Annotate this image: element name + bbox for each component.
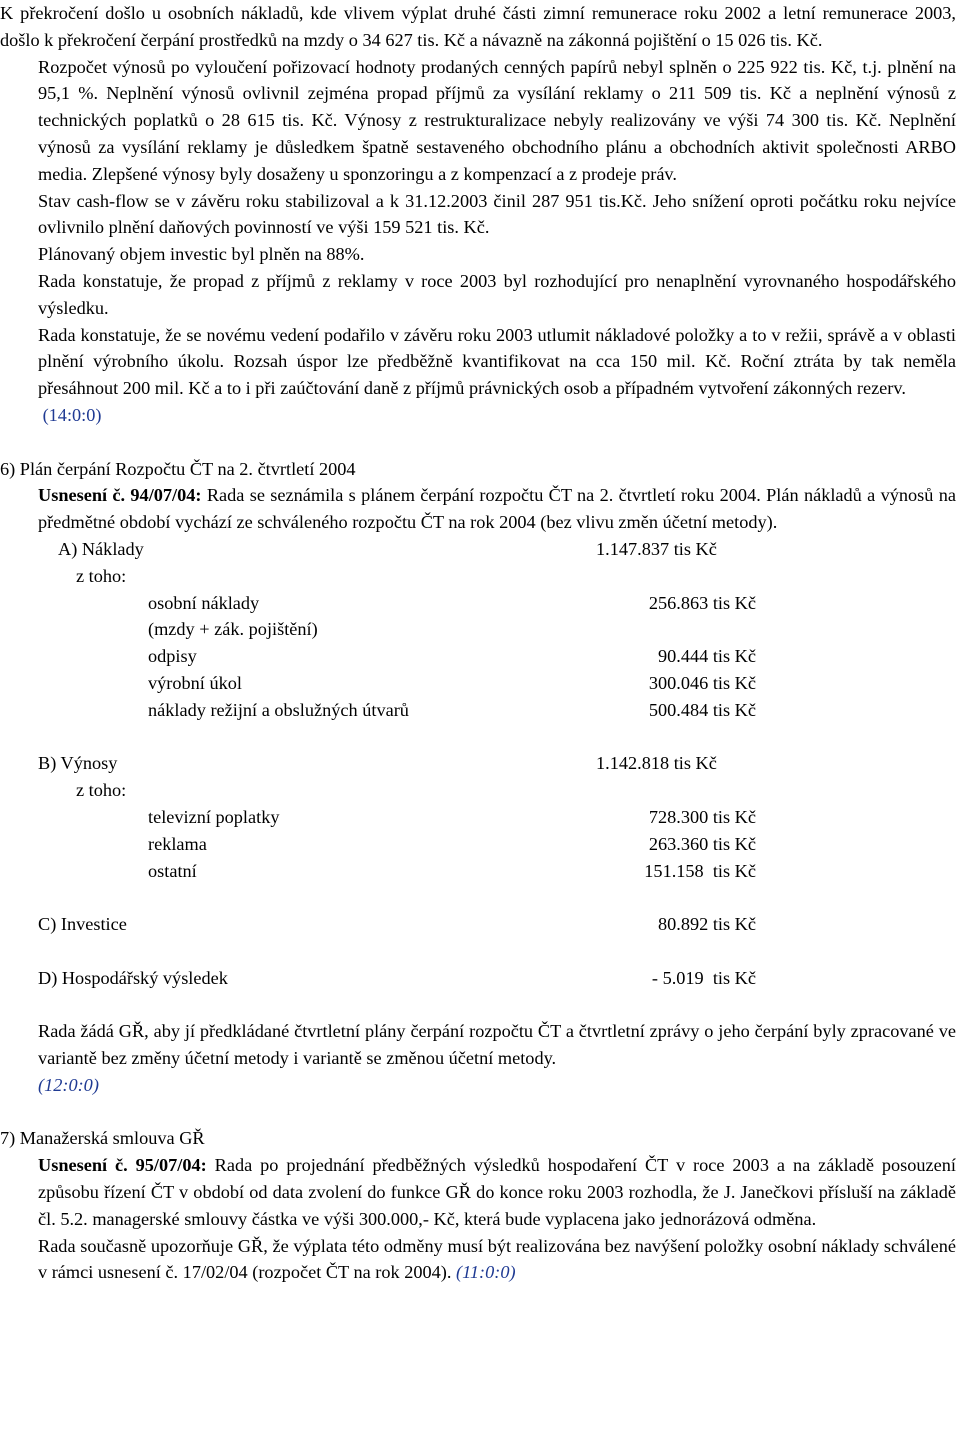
item-label: osobní náklady: [148, 592, 260, 613]
ztoho-label: z toho:: [76, 565, 127, 586]
item-value: 151.158 tis Kč: [644, 860, 756, 881]
item-value: 256.863 tis Kč: [648, 592, 756, 613]
section-6-resolution: [38, 482, 956, 536]
vote-result: (14:0:0): [42, 404, 102, 425]
resolution-text: Rada po projednání předběžných výsledků hospodaření ČT v roce 2003 a na základě posouzení způsobu řízení ČT v období od data zvolení do funkce GŘ do konce roku 2003 rozhodla, že J. Janečkovi přísluší na základě čl. 5.2. managerské smlouvy částka ve výši 300.000,- Kč, která bude vyplacena jako jednorázová odměna.: [38, 1155, 956, 1229]
budget-row-item: [38, 616, 956, 643]
intro-paragraph-2c: Neplnění výnosů za vysílání reklamy je důsledkem špatně sestaveného obchodního plánu a obchodních aktivit společnosti ARBO media. Zlepšené výnosy byly dosaženy u sponzoringu a z kompenzací a z prodeje práv.: [38, 110, 956, 184]
budget-row-item: [38, 590, 956, 617]
vysledek-value: - 5.019 tis Kč: [651, 967, 756, 988]
naklady-label: A) Náklady: [58, 538, 144, 559]
ztoho-label: z toho:: [76, 780, 127, 801]
budget-row-item: [38, 670, 956, 697]
intro-paragraph-3: Stav cash-flow se v závěru roku stabilizoval a k 31.12.2003 činil 287 951 tis.Kč. Jeho snížení oproti počátku roku nejvíce ovlivnilo plnění daňových povinností ve výši 159 521 tis. Kč.: [38, 190, 956, 238]
naklady-value: 1.147.837 tis Kč: [596, 538, 717, 559]
item-value: 500.484 tis Kč: [648, 699, 756, 720]
spacer: [38, 724, 956, 751]
intro-vote: [0, 402, 956, 429]
vysledek-label: D) Hospodářský výsledek: [38, 967, 228, 988]
item-label: náklady režijní a obslužných útvarů: [148, 699, 409, 720]
closing-text: Rada současně upozorňuje GŘ, že výplata této odměny musí být realizována bez navýšení položky osobní náklady schválené v rámci usnesení č. 17/02/04 (rozpočet ČT na rok 2004).: [38, 1235, 956, 1283]
budget-row-item: [38, 697, 956, 724]
item-label: výrobní úkol: [148, 672, 242, 693]
investice-value: 80.892 tis Kč: [657, 914, 756, 935]
intro-paragraph-1: K překročení došlo u osobních nákladů, kde vlivem výplat druhé části zimní remunerace roku 2002 a letní remunerace 2003, došlo k překročení čerpání prostředků na mzdy o 34 627 tis. Kč a návazně na zákonná pojištění o 15 026 tis. Kč.: [0, 3, 956, 50]
resolution-text: Rada se seznámila s plánem čerpání rozpočtu ČT na 2. čtvrtletí roku 2004. Plán nákladů a výnosů na předmětné období vychází ze schváleného rozpočtu ČT na rok 2004 (bez vlivu změn účetní metody).: [38, 485, 956, 533]
item-label: televizní poplatky: [148, 806, 280, 827]
intro-paragraph-4: Plánovaný objem investic byl plněn na 88%.: [38, 244, 365, 265]
budget-row-item: [38, 831, 956, 858]
budget-row-naklady: [38, 536, 956, 563]
closing-text: Rada žádá GŘ, aby jí předkládané čtvrtletní plány čerpání rozpočtu ČT a čtvrtletní zprávy o jeho čerpání byly zpracované ve variantě bez změny účetní metody i variantě se změnou účetní metody.: [38, 1021, 956, 1069]
item-label: odpisy: [148, 646, 197, 667]
spacer: [38, 1099, 956, 1126]
intro-block: [0, 0, 956, 429]
budget-row-item: [38, 858, 956, 885]
spacer: [38, 991, 956, 1018]
intro-paragraph-5: Rada konstatuje, že propad z příjmů z reklamy v roce 2003 byl rozhodující pro nenaplnění vyrovnaného hospodářského výsledku.: [38, 270, 956, 318]
budget-table: [38, 536, 956, 992]
resolution-label: Usnesení č. 95/07/04:: [38, 1155, 207, 1176]
item-value: 263.360 tis Kč: [648, 833, 756, 854]
spacer: [38, 429, 956, 456]
section-7-title: 7) Manažerská smlouva GŘ: [0, 1128, 205, 1149]
section-7-resolution: [38, 1152, 956, 1286]
budget-row-ztoho-2: [38, 777, 956, 804]
section-6-closing: [38, 1018, 956, 1098]
vote-result: (11:0:0): [456, 1262, 516, 1283]
intro-paragraph-2: [0, 54, 956, 188]
intro-paragraph-6: Rada konstatuje, že se novému vedení podařilo v závěru roku 2003 utlumit nákladové položky a to v režii, správě a v oblasti plnění výrobního úkolu. Rozsah úspor lze předběžně kvantifikovat na cca 150 mil. Kč. Roční ztráta by tak neměla přesáhnout 200 mil. Kč a to i při zaúčtování daně z příjmů právnických osob a případném vytvoření zákonných rezerv.: [38, 324, 956, 399]
budget-row-vysledek: [38, 965, 956, 992]
spacer: [38, 938, 956, 965]
resolution-label: Usnesení č. 94/07/04:: [38, 485, 202, 506]
item-label: ostatní: [148, 860, 197, 881]
vynosy-label: B) Výnosy: [38, 753, 118, 774]
section-6-vote: [38, 1072, 956, 1099]
spacer: [38, 884, 956, 911]
budget-row-vynosy: [38, 750, 956, 777]
vote-result: (12:0:0): [38, 1074, 99, 1095]
item-value: 90.444 tis Kč: [657, 646, 756, 667]
vynosy-value: 1.142.818 tis Kč: [596, 753, 717, 774]
budget-row-ztoho-1: [38, 563, 956, 590]
item-label: (mzdy + zák. pojištění): [148, 619, 318, 640]
intro-paragraph-2a: Rozpočet výnosů po vyloučení pořizovací hodnoty prodaných cenných papírů nebyl splněn o 225 922 tis. Kč, t.j. plnění na 95,1 %.: [38, 56, 956, 104]
budget-row-item: [38, 643, 956, 670]
intro-paragraph-2b: Neplnění výnosů ovlivnil zejména propad příjmů za vysílání reklamy o 211 509 tis. Kč a neplnění výnosů z technických poplatků o 28 615 tis. Kč. Výnosy z restrukturalizace nebyly realizovány ve výši 74 300 tis. Kč.: [38, 83, 956, 131]
item-label: reklama: [148, 833, 207, 854]
section-7-closing: [38, 1233, 956, 1287]
section-6-title: 6) Plán čerpání Rozpočtu ČT na 2. čtvrtletí 2004: [0, 458, 356, 479]
item-value: 300.046 tis Kč: [648, 672, 756, 693]
item-value: 728.300 tis Kč: [648, 806, 756, 827]
budget-row-item: [38, 804, 956, 831]
budget-row-investice: [38, 911, 956, 938]
investice-label: C) Investice: [38, 914, 127, 935]
